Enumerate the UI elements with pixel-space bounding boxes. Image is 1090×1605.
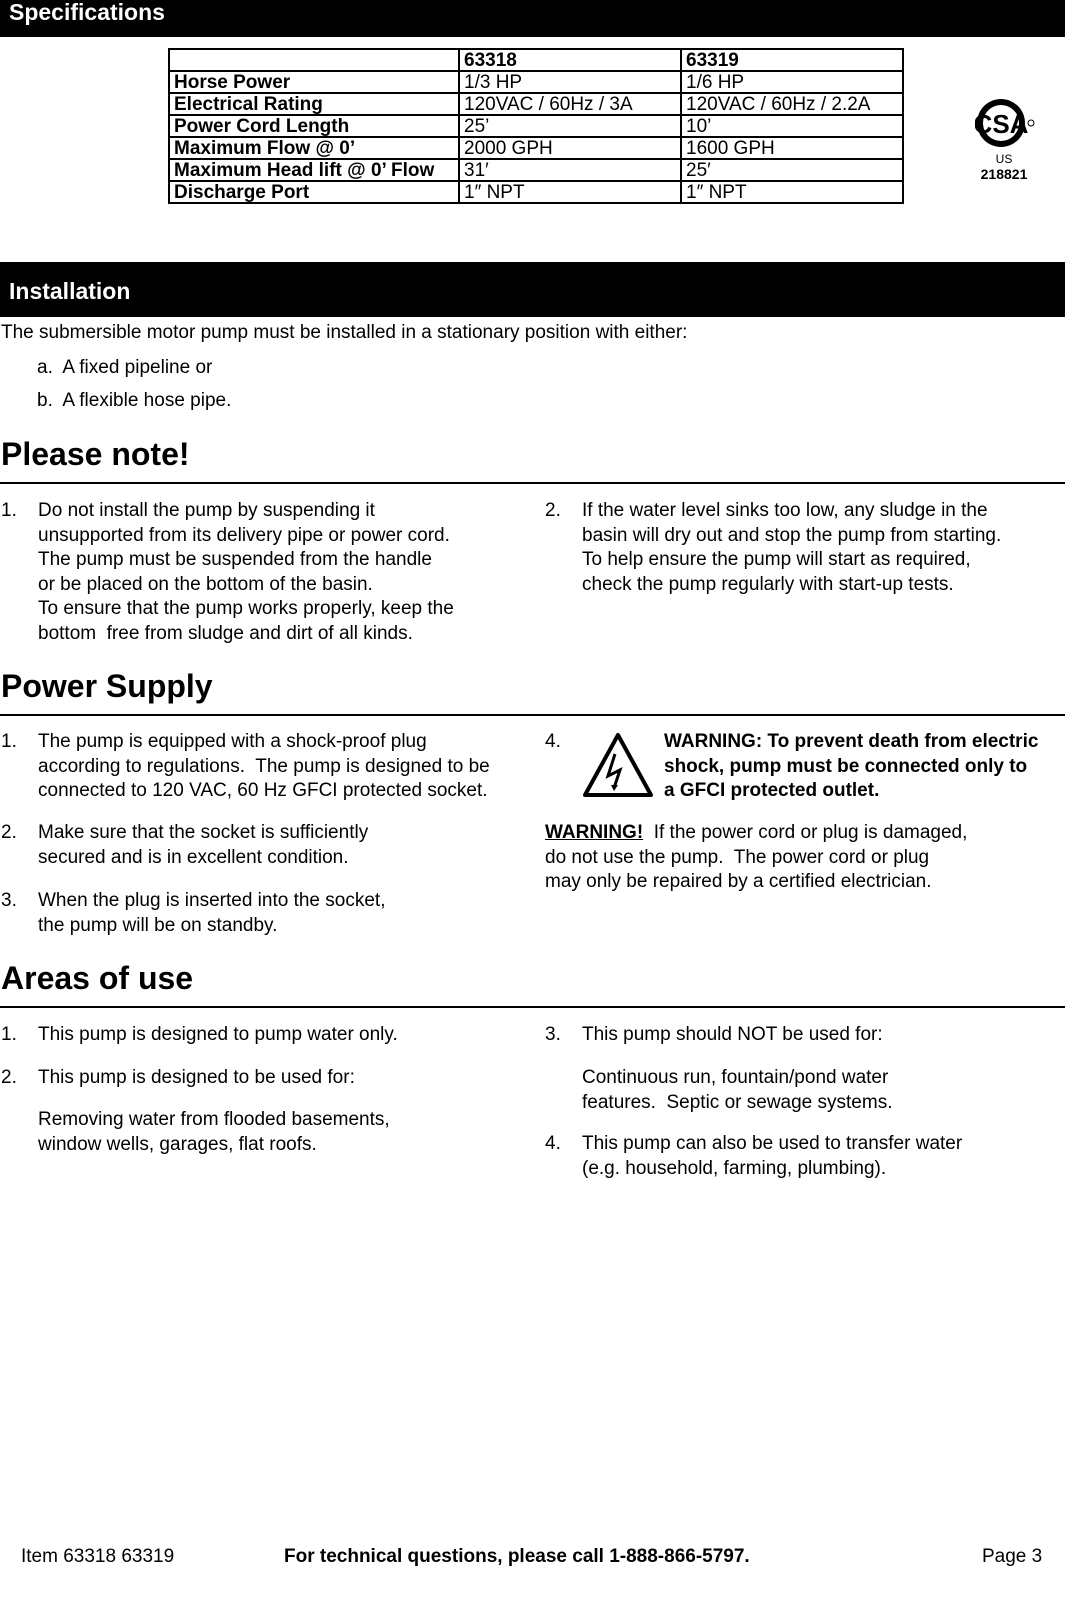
cell-63318: 31′: [459, 159, 681, 181]
section-divider: [0, 1006, 1065, 1008]
text-line: may only be repaired by a certified electrician.: [545, 871, 932, 892]
item-text: [38, 730, 490, 804]
csa-logo-icon: [975, 96, 1039, 154]
cell-63319: 120VAC / 60Hz / 2.2A: [681, 93, 903, 115]
areas-item-3-detail: [582, 1066, 892, 1115]
areas-item-2-detail: [38, 1108, 390, 1157]
text-line: To help ensure the pump will start as required,: [582, 549, 971, 570]
table-header-row: [169, 49, 903, 71]
text-line: bottom free from sludge and dirt of all kinds.: [38, 622, 413, 644]
text-line: shock, pump must be connected only to: [664, 755, 1028, 777]
row-label: Electrical Rating: [169, 93, 459, 115]
row-label: Horse Power: [169, 71, 459, 93]
installation-option-b: b. A flexible hose pipe.: [37, 390, 232, 411]
text-line: Do not install the pump by suspending it: [38, 500, 375, 521]
text-line: To ensure that the pump works properly, keep the: [38, 598, 454, 619]
text-line: according to regulations. The pump is designed to be: [38, 755, 490, 777]
item-number: 1.: [1, 1024, 17, 1045]
installation-heading: Installation: [0, 262, 1065, 317]
cell-63319: 10’: [681, 115, 903, 137]
table-header-cell: 63319: [681, 49, 903, 71]
table-row: [169, 71, 903, 93]
item-text: This pump is designed to pump water only.: [38, 1024, 398, 1045]
csa-country: US: [995, 152, 1013, 166]
text-line: The pump is equipped with a shock-proof plug: [38, 731, 427, 752]
table-row: [169, 93, 903, 115]
row-label: Maximum Flow @ 0’: [169, 137, 459, 159]
text-line: do not use the pump. The power cord or plug: [545, 846, 930, 868]
text-line: window wells, garages, flat roofs.: [38, 1133, 317, 1155]
item-number: 3.: [545, 1024, 561, 1045]
row-label: Power Cord Length: [169, 115, 459, 137]
cell-63318: 2000 GPH: [459, 137, 681, 159]
text-line: Removing water from flooded basements,: [38, 1109, 390, 1130]
footer-item-numbers: Item 63318 63319: [21, 1546, 175, 1567]
item-number: 2.: [1, 1067, 17, 1088]
csa-number: 218821: [980, 166, 1028, 182]
item-number: 2.: [545, 500, 561, 521]
text-line: Make sure that the socket is sufficiently: [38, 822, 369, 843]
text-line: This pump can also be used to transfer water: [582, 1133, 963, 1154]
item-text: [38, 499, 454, 646]
cell-63318: 25’: [459, 115, 681, 137]
item-number: 4.: [545, 731, 561, 752]
item-number: 1.: [1, 731, 17, 752]
footer-page-number: Page 3: [982, 1546, 1043, 1567]
section-divider: [0, 482, 1065, 484]
cell-63318: 120VAC / 60Hz / 3A: [459, 93, 681, 115]
cell-63318: 1/3 HP: [459, 71, 681, 93]
areas-of-use-heading: Areas of use: [1, 960, 194, 996]
text-line: features. Septic or sewage systems.: [582, 1091, 893, 1113]
cell-63319: 1/6 HP: [681, 71, 903, 93]
text-line: check the pump regularly with start-up tests.: [582, 573, 954, 595]
text-line: If the water level sinks too low, any sludge in the: [582, 500, 988, 521]
item-text: [38, 821, 368, 870]
text-line: The pump must be suspended from the handle: [38, 549, 432, 570]
text-line: WARNING: To prevent death from electric: [664, 731, 1039, 752]
table-row: [169, 115, 903, 137]
specifications-table: [168, 48, 904, 204]
item-text: This pump should NOT be used for:: [582, 1024, 883, 1045]
item-number: 4.: [545, 1133, 561, 1154]
row-label: Maximum Head lift @ 0’ Flow: [169, 159, 459, 181]
text-line: If the power cord or plug is damaged,: [643, 822, 968, 843]
table-row: [169, 137, 903, 159]
csa-certification-mark: [972, 96, 1042, 188]
table-row: [169, 159, 903, 181]
text-line: the pump will be on standby.: [38, 914, 278, 936]
item-text: [582, 1132, 962, 1181]
text-line: connected to 120 VAC, 60 Hz GFCI protected socket.: [38, 780, 488, 801]
footer-contact: For technical questions, please call 1-888-866-5797.: [284, 1546, 750, 1567]
cell-63319: 1″ NPT: [681, 181, 903, 203]
text-line: or be placed on the bottom of the basin.: [38, 573, 373, 595]
cell-63318: 1″ NPT: [459, 181, 681, 203]
table-header-cell: [169, 49, 459, 71]
text-line: Continuous run, fountain/pond water: [582, 1067, 889, 1088]
text-line: a GFCI protected outlet.: [664, 780, 880, 801]
table-row: [169, 181, 903, 203]
installation-option-a: a. A fixed pipeline or: [37, 357, 213, 378]
csa-logo-text: CSA: [975, 109, 1029, 139]
text-line: unsupported from its delivery pipe or power cord.: [38, 524, 450, 546]
electric-shock-warning-icon: [582, 732, 654, 798]
section-divider: [0, 714, 1065, 716]
power-supply-heading: Power Supply: [1, 668, 213, 704]
row-label: Discharge Port: [169, 181, 459, 203]
table-header-cell: 63318: [459, 49, 681, 71]
installation-intro: The submersible motor pump must be installed in a stationary position with either:: [1, 322, 688, 343]
item-text: [582, 499, 1001, 597]
text-line: (e.g. household, farming, plumbing).: [582, 1157, 887, 1179]
warning-label: WARNING!: [545, 822, 644, 843]
cell-63319: 25′: [681, 159, 903, 181]
text-line: basin will dry out and stop the pump from starting.: [582, 524, 1002, 546]
please-note-heading: Please note!: [1, 436, 190, 472]
item-number: 2.: [1, 822, 17, 843]
item-text: This pump is designed to be used for:: [38, 1067, 355, 1088]
power-cord-warning: [545, 821, 967, 895]
gfci-warning-text: [664, 730, 1038, 804]
item-number: 1.: [1, 500, 17, 521]
specifications-heading: Specifications: [0, 0, 1065, 37]
item-text: [38, 889, 385, 938]
text-line: secured and is in excellent condition.: [38, 846, 349, 868]
item-number: 3.: [1, 890, 17, 911]
cell-63319: 1600 GPH: [681, 137, 903, 159]
text-line: When the plug is inserted into the socket,: [38, 890, 386, 911]
